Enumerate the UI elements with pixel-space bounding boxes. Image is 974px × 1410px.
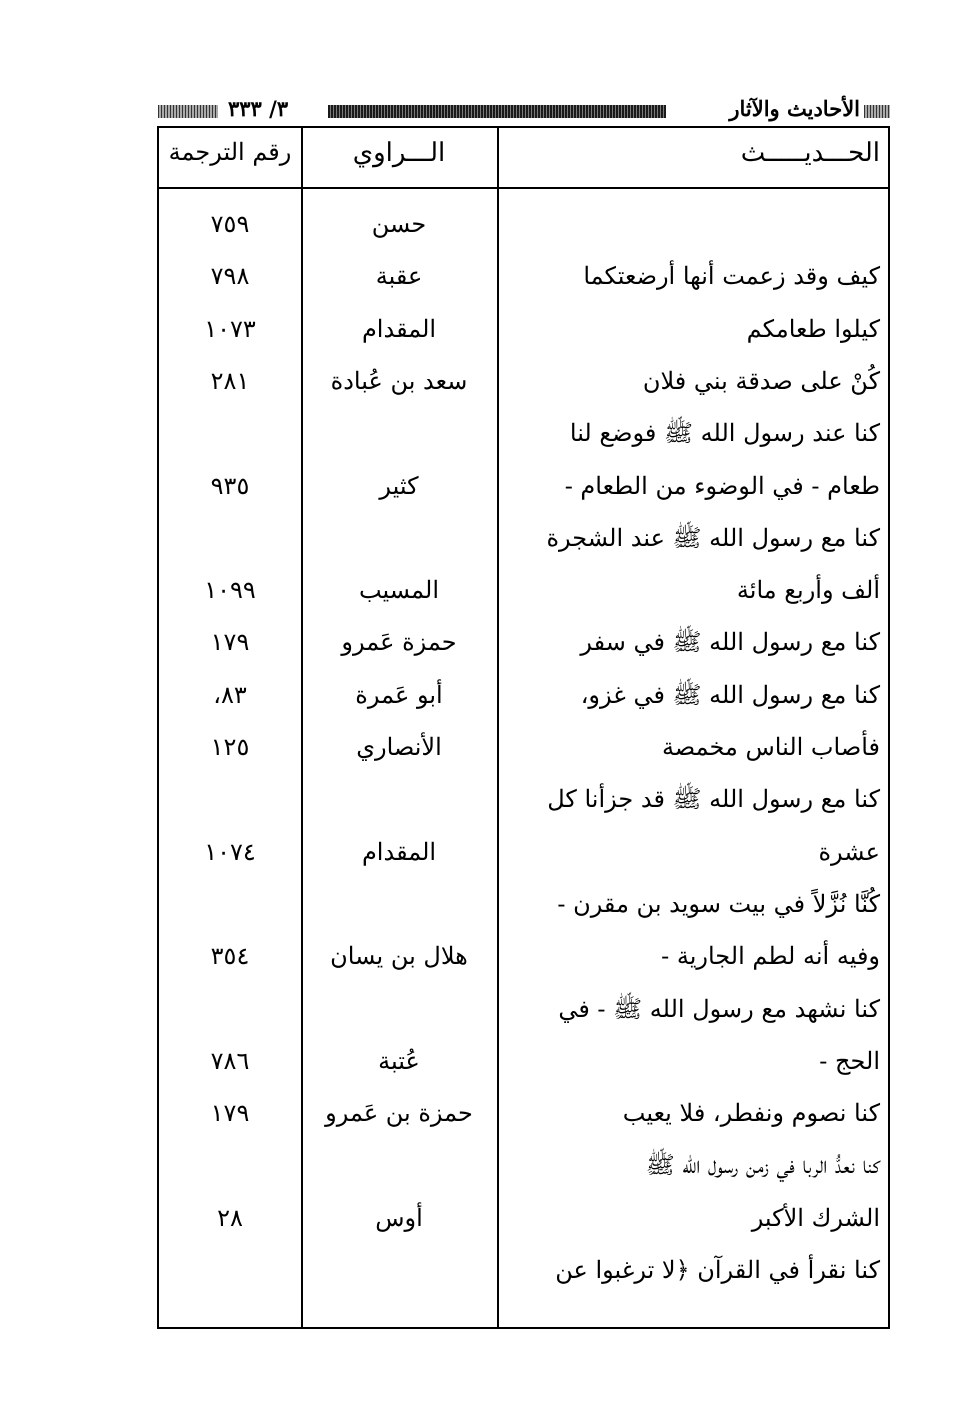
- volume-page-number: ٣/ ٣٣٣: [228, 96, 289, 121]
- column-header-rawi: الـــراوي: [352, 138, 446, 168]
- tarjama-number: ٢٨: [217, 1204, 243, 1232]
- tarjama-number: ٧٩٨: [210, 262, 250, 290]
- rawi-name: أبو عَمرة: [355, 681, 443, 709]
- header-title: الأحاديث والآثار: [729, 96, 860, 121]
- tarjama-number: [159, 512, 301, 564]
- rawi-name: المقدام: [361, 838, 437, 866]
- tarjama-number: [159, 878, 301, 930]
- tarjama-number: ١٠٧٣: [204, 315, 256, 343]
- rawi-name: حمزة بن عَمرو: [325, 1099, 473, 1127]
- tarjama-number: [159, 407, 301, 459]
- rawi-name: [301, 512, 497, 564]
- hadith-text: الشرك الأكبر: [751, 1204, 880, 1232]
- hadith-text: كنا مع رسول الله ﷺ في سفر: [580, 628, 880, 656]
- hadith-text: ألف وأربع مائة: [736, 576, 880, 604]
- rawi-name: المقدام: [361, 315, 437, 343]
- tarjama-number: [159, 773, 301, 825]
- tarjama-number: ١٧٩: [210, 1099, 250, 1127]
- hadith-text: كنا نقرأ في القرآن ﴿لا ترغبوا عن: [555, 1256, 880, 1284]
- hadith-text: كُنْ على صدقة بني فلان: [642, 367, 880, 395]
- tarjama-number: ١٢٥: [210, 733, 250, 761]
- hadith-text: كنا نصوم ونفطر، فلا يعيب: [622, 1099, 880, 1127]
- running-header: [158, 96, 890, 124]
- tarjama-number: [159, 983, 301, 1035]
- rawi-name: سعد بن عُبادة: [330, 367, 468, 395]
- hadith-text: [500, 198, 880, 250]
- rawi-name: هلال بن يسان: [330, 942, 468, 970]
- hadith-text: كيلوا طعامكم: [746, 315, 880, 343]
- hadith-text: كنا نشهد مع رسول الله ﷺ - في: [558, 995, 880, 1023]
- rawi-name: عُتبة: [378, 1047, 420, 1075]
- rawi-name: كثير: [379, 472, 419, 500]
- hadith-index-table: [157, 126, 890, 1329]
- hadith-text: كنا مع رسول الله ﷺ في غزو،: [580, 681, 880, 709]
- header-ornament-left: [158, 105, 218, 118]
- hadith-text: كيف وقد زعمت أنها أرضعتكما: [583, 262, 880, 290]
- tarjama-number: ٣٥٤: [210, 942, 250, 970]
- rawi-name: أوس: [375, 1204, 423, 1232]
- hadith-text: وفيه أنه لطم الجارية -: [661, 942, 880, 970]
- column-divider: [497, 128, 499, 1327]
- rawi-name: [301, 983, 497, 1035]
- rawi-name: المسيب: [358, 576, 440, 604]
- tarjama-number: ١٠٩٩: [204, 576, 256, 604]
- hadith-text: فأصاب الناس مخمصة: [661, 733, 880, 761]
- tarjama-number: ٩٣٥: [210, 472, 250, 500]
- hadith-text: كنا مع رسول الله ﷺ عند الشجرة: [546, 524, 880, 552]
- tarjama-number: ٢٨١: [210, 367, 250, 395]
- tarjama-number: ٧٨٦: [210, 1047, 250, 1075]
- hadith-text: كنا عند رسول الله ﷺ فوضع لنا: [569, 419, 880, 447]
- rawi-name: [301, 1139, 497, 1191]
- rawi-name: [301, 407, 497, 459]
- tarjama-number: [159, 1139, 301, 1191]
- hadith-text: الحج -: [819, 1047, 880, 1075]
- rawi-name: حسن: [371, 210, 427, 238]
- tarjama-number: [159, 1244, 301, 1296]
- hadith-text: كنا مع رسول الله ﷺ قد جزأنا كل: [547, 785, 880, 813]
- tarjama-number: ٧٥٩: [210, 210, 250, 238]
- header-ornament-right: [864, 105, 890, 118]
- rawi-name: [301, 878, 497, 930]
- hadith-text: عشرة: [818, 838, 880, 866]
- tarjama-number: ١٧٩: [210, 628, 250, 656]
- column-header-hadith: الحـــديـــــث: [740, 138, 880, 168]
- rawi-name: عقبة: [375, 262, 423, 290]
- tarjama-number: ٨٣،: [213, 681, 247, 709]
- hadith-text: كُنَّا نُزَّلاً في بيت سويد بن مقرن -: [557, 890, 880, 918]
- header-divider: [159, 187, 888, 189]
- rawi-name: [301, 1244, 497, 1296]
- rawi-name: [301, 773, 497, 825]
- column-header-tarjama: رقم الترجمة: [168, 138, 292, 166]
- rawi-name: حمزة عَمرو: [341, 628, 457, 656]
- rawi-name: الأنصاري: [356, 733, 442, 761]
- hadith-text: طعام - في الوضوء من الطعام -: [564, 472, 880, 500]
- hadith-text: كنا نعدُّ الربا في زمن رسول الله ﷺ: [645, 1151, 880, 1179]
- header-ornament-middle: [328, 105, 666, 118]
- tarjama-number: ١٠٧٤: [204, 838, 256, 866]
